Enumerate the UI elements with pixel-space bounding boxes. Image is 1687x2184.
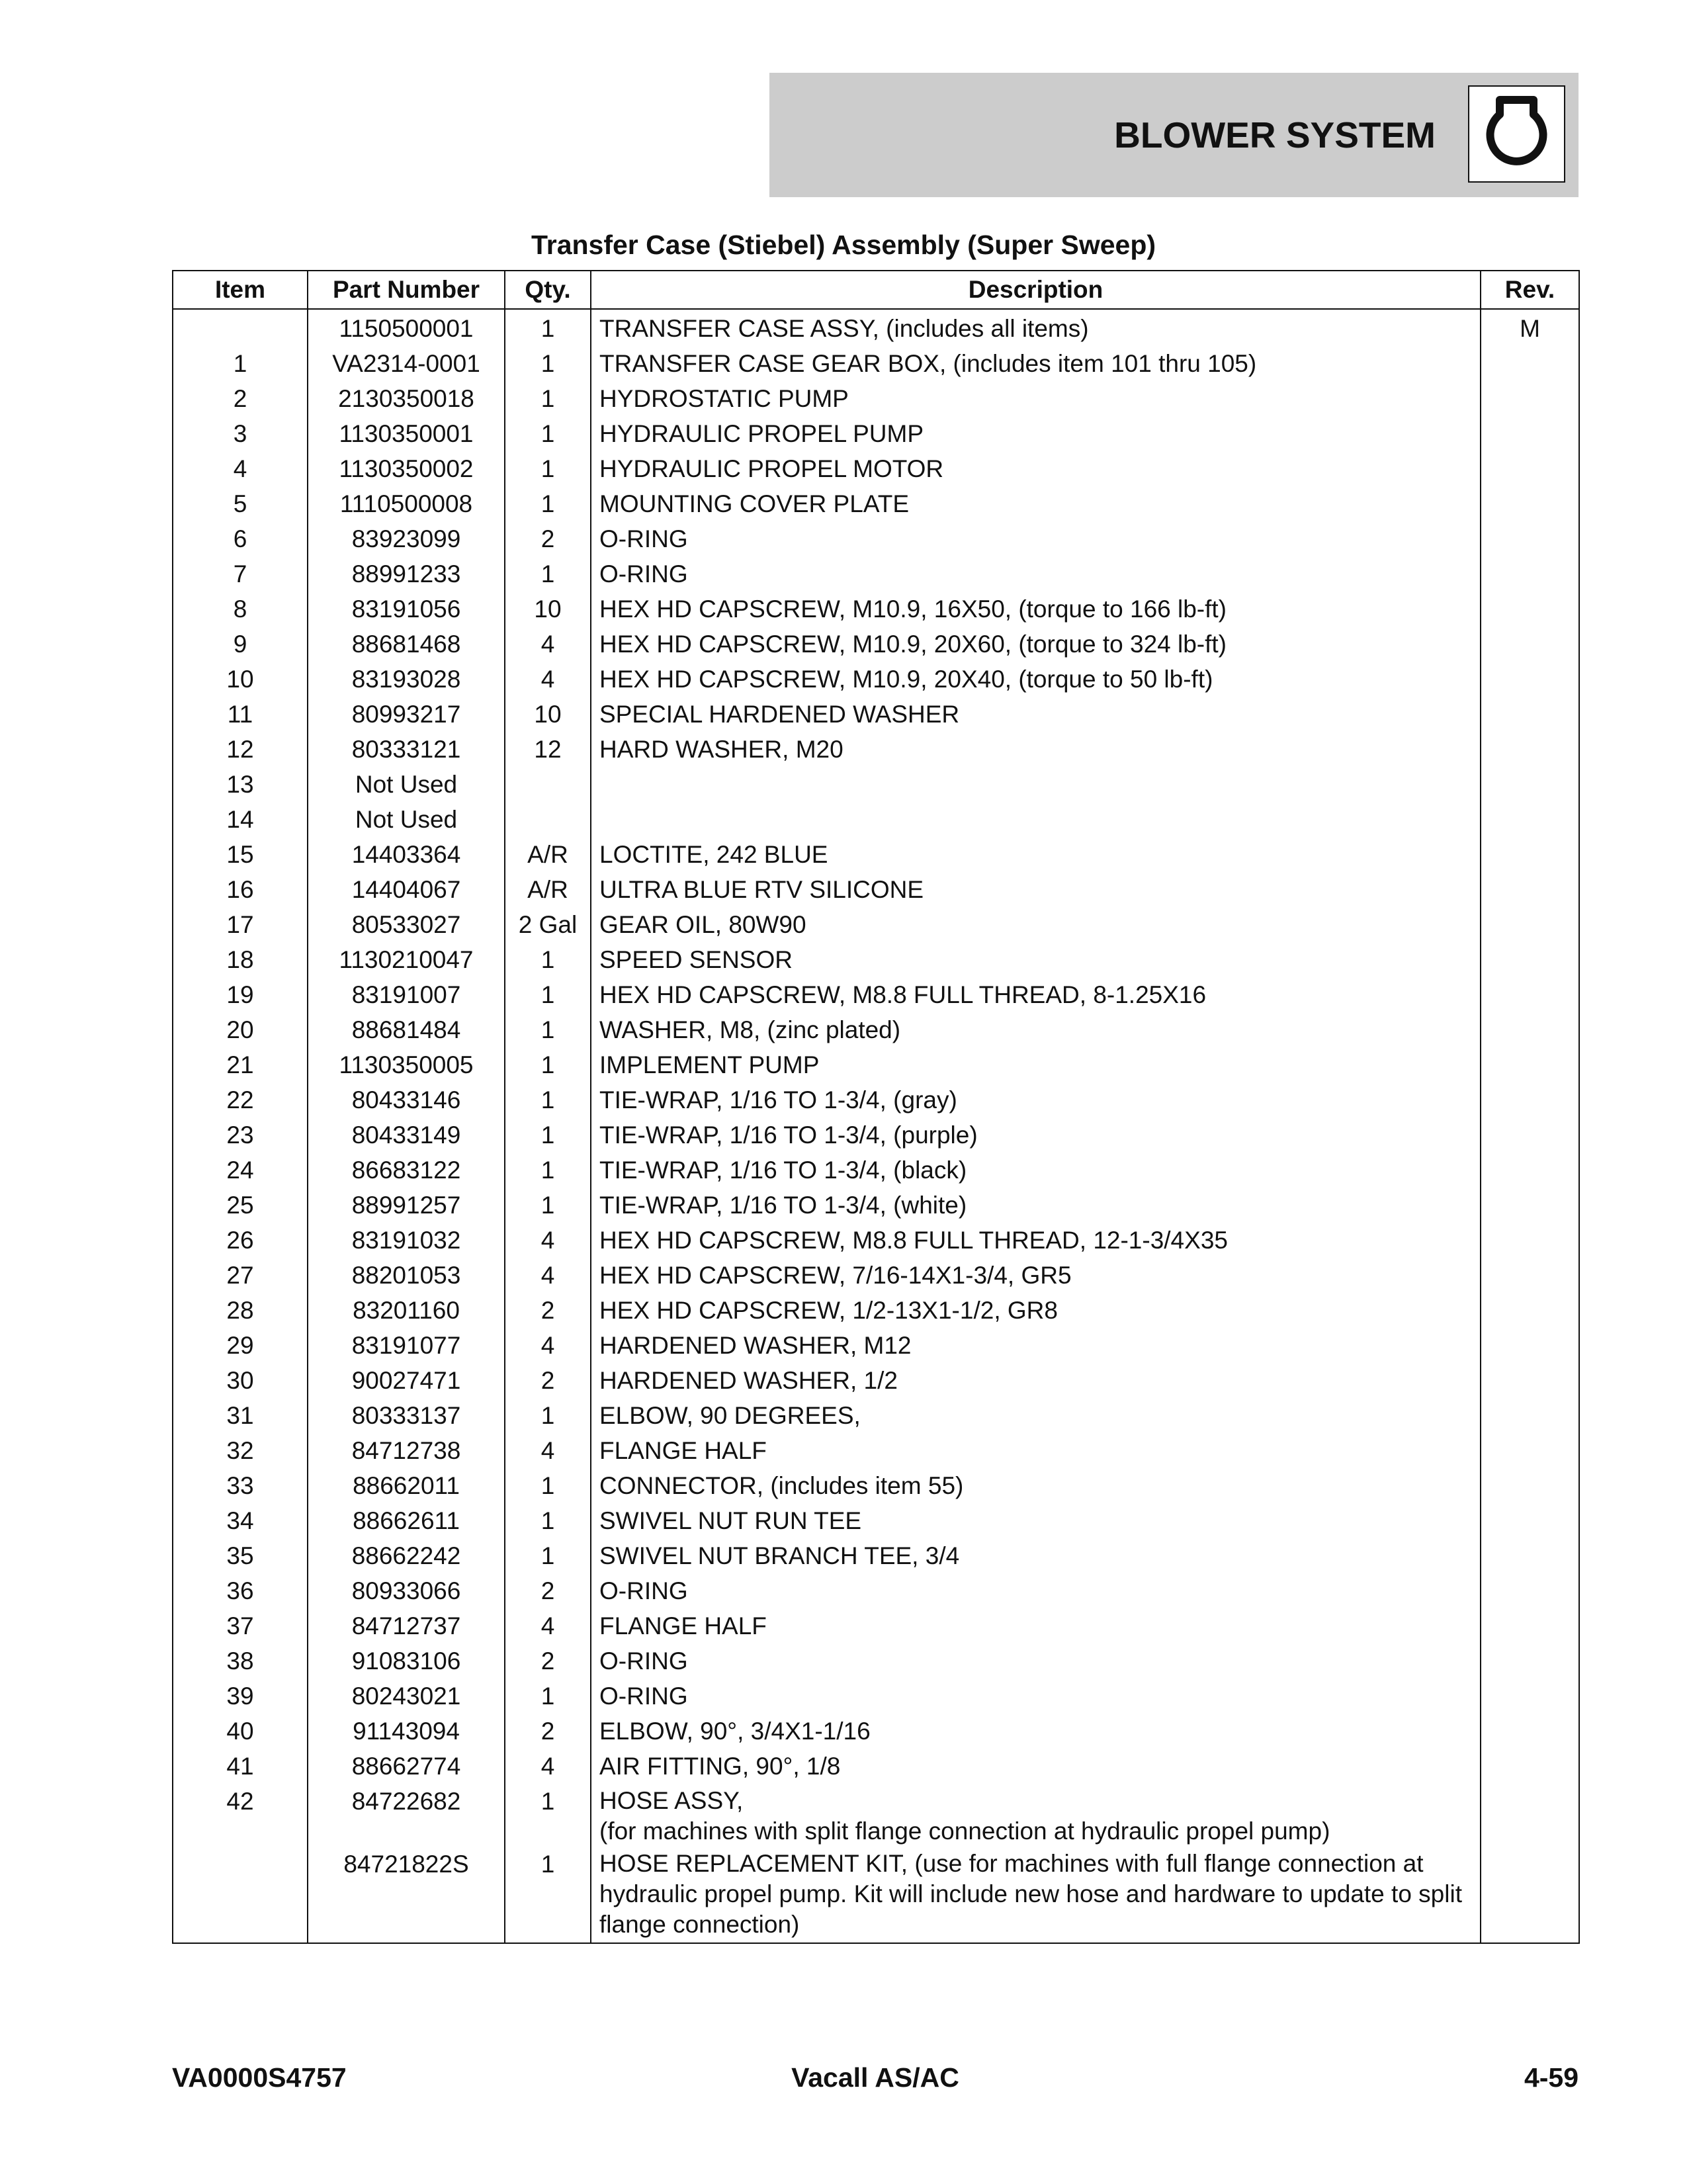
table-row <box>173 1714 1579 1749</box>
cell-part-number: 91083106 <box>308 1643 505 1679</box>
cell-item: 24 <box>173 1153 308 1188</box>
cell-qty: 1 <box>505 1679 591 1714</box>
cell-qty: 2 <box>505 1573 591 1608</box>
cell-qty: 1 <box>505 346 591 381</box>
cell-item: 38 <box>173 1643 308 1679</box>
cell-qty: A/R <box>505 872 591 907</box>
table-row <box>173 451 1579 486</box>
cell-description: ELBOW, 90°, 3/4X1-1/16 <box>591 1714 1481 1749</box>
cell-item: 12 <box>173 732 308 767</box>
cell-rev <box>1481 802 1579 837</box>
cell-part-number: 88681484 <box>308 1012 505 1047</box>
table-row <box>173 977 1579 1012</box>
column-header-item: Item <box>173 271 308 309</box>
cell-qty: 1 <box>505 1847 591 1943</box>
cell-item: 30 <box>173 1363 308 1398</box>
cell-rev <box>1481 697 1579 732</box>
cell-rev <box>1481 662 1579 697</box>
table-row <box>173 486 1579 521</box>
cell-rev <box>1481 1573 1579 1608</box>
table-header-row <box>173 271 1579 309</box>
cell-part-number: 90027471 <box>308 1363 505 1398</box>
table-row <box>173 1608 1579 1643</box>
cell-qty: 2 <box>505 521 591 556</box>
cell-description: HARDENED WASHER, M12 <box>591 1328 1481 1363</box>
cell-part-number: 84721822S <box>308 1847 505 1943</box>
cell-part-number: 83193028 <box>308 662 505 697</box>
cell-description: SPEED SENSOR <box>591 942 1481 977</box>
cell-item: 25 <box>173 1188 308 1223</box>
table-row <box>173 907 1579 942</box>
cell-rev <box>1481 977 1579 1012</box>
cell-qty <box>505 767 591 802</box>
cell-rev <box>1481 486 1579 521</box>
cell-item <box>173 1847 308 1943</box>
table-row <box>173 1293 1579 1328</box>
cell-part-number: 80433146 <box>308 1082 505 1117</box>
cell-item: 34 <box>173 1503 308 1538</box>
page-footer <box>172 2062 1579 2099</box>
description-line-1: HOSE ASSY, <box>599 1787 744 1814</box>
table-row <box>173 627 1579 662</box>
cell-qty: 1 <box>505 1538 591 1573</box>
cell-description: HYDROSTATIC PUMP <box>591 381 1481 416</box>
document-number: VA0000S4757 <box>172 2062 347 2093</box>
description-text: HOSE REPLACEMENT KIT, (use for machines with full flange connection at hydraulic propel pump. Kit will include new hose and hardware to update to split flange connection) <box>599 1850 1462 1938</box>
table-row <box>173 1433 1579 1468</box>
cell-item <box>173 309 308 346</box>
table-row <box>173 837 1579 872</box>
cell-rev <box>1481 1258 1579 1293</box>
cell-rev <box>1481 1398 1579 1433</box>
cell-qty: 1 <box>505 1012 591 1047</box>
cell-qty: 4 <box>505 1223 591 1258</box>
cell-qty: 1 <box>505 977 591 1012</box>
table-row <box>173 1643 1579 1679</box>
cell-item: 8 <box>173 591 308 627</box>
cell-description <box>591 767 1481 802</box>
cell-rev <box>1481 1714 1579 1749</box>
cell-part-number: 88662774 <box>308 1749 505 1784</box>
cell-part-number: 2130350018 <box>308 381 505 416</box>
cell-qty: 1 <box>505 1117 591 1153</box>
cell-part-number: 83191007 <box>308 977 505 1012</box>
cell-qty: 1 <box>505 486 591 521</box>
cell-rev <box>1481 1608 1579 1643</box>
cell-item: 1 <box>173 346 308 381</box>
cell-description: TIE-WRAP, 1/16 TO 1-3/4, (gray) <box>591 1082 1481 1117</box>
table-row <box>173 1328 1579 1363</box>
cell-description: HEX HD CAPSCREW, M10.9, 20X60, (torque to 324 lb-ft) <box>591 627 1481 662</box>
cell-rev <box>1481 1047 1579 1082</box>
blower-symbol-icon <box>1468 85 1565 183</box>
cell-item: 40 <box>173 1714 308 1749</box>
cell-item: 36 <box>173 1573 308 1608</box>
cell-part-number: 1150500001 <box>308 309 505 346</box>
cell-qty: 1 <box>505 309 591 346</box>
table-row <box>173 1538 1579 1573</box>
cell-description: GEAR OIL, 80W90 <box>591 907 1481 942</box>
cell-description: HEX HD CAPSCREW, M8.8 FULL THREAD, 8-1.25X16 <box>591 977 1481 1012</box>
cell-rev <box>1481 1538 1579 1573</box>
table-row <box>173 416 1579 451</box>
cell-rev <box>1481 1012 1579 1047</box>
cell-part-number: 80933066 <box>308 1573 505 1608</box>
cell-item: 2 <box>173 381 308 416</box>
cell-qty: 2 <box>505 1293 591 1328</box>
cell-rev <box>1481 346 1579 381</box>
cell-rev <box>1481 907 1579 942</box>
cell-rev <box>1481 556 1579 591</box>
table-row <box>173 309 1579 346</box>
cell-rev: M <box>1481 309 1579 346</box>
cell-description: SWIVEL NUT BRANCH TEE, 3/4 <box>591 1538 1481 1573</box>
cell-item: 16 <box>173 872 308 907</box>
table-row <box>173 1188 1579 1223</box>
cell-part-number: 88201053 <box>308 1258 505 1293</box>
cell-rev <box>1481 1153 1579 1188</box>
cell-qty: 1 <box>505 1153 591 1188</box>
cell-qty: 1 <box>505 1188 591 1223</box>
cell-rev <box>1481 1188 1579 1223</box>
cell-description <box>591 802 1481 837</box>
cell-rev <box>1481 627 1579 662</box>
cell-description: MOUNTING COVER PLATE <box>591 486 1481 521</box>
cell-item: 6 <box>173 521 308 556</box>
cell-rev <box>1481 1293 1579 1328</box>
cell-description: HEX HD CAPSCREW, M10.9, 16X50, (torque to 166 lb-ft) <box>591 591 1481 627</box>
cell-part-number: 88662242 <box>308 1538 505 1573</box>
table-row <box>173 942 1579 977</box>
cell-description: TRANSFER CASE ASSY, (includes all items) <box>591 309 1481 346</box>
table-row <box>173 662 1579 697</box>
cell-part-number: 83923099 <box>308 521 505 556</box>
cell-part-number: 14404067 <box>308 872 505 907</box>
cell-description: HARD WASHER, M20 <box>591 732 1481 767</box>
cell-part-number: 83191032 <box>308 1223 505 1258</box>
cell-description: HYDRAULIC PROPEL MOTOR <box>591 451 1481 486</box>
cell-qty: 1 <box>505 416 591 451</box>
cell-item: 31 <box>173 1398 308 1433</box>
cell-part-number: 88662011 <box>308 1468 505 1503</box>
cell-description: HARDENED WASHER, 1/2 <box>591 1363 1481 1398</box>
section-header <box>769 73 1579 197</box>
cell-item: 4 <box>173 451 308 486</box>
cell-rev <box>1481 1643 1579 1679</box>
cell-item: 14 <box>173 802 308 837</box>
cell-item: 19 <box>173 977 308 1012</box>
cell-rev <box>1481 1223 1579 1258</box>
cell-item: 11 <box>173 697 308 732</box>
cell-qty: 4 <box>505 1328 591 1363</box>
cell-item: 33 <box>173 1468 308 1503</box>
table-row-42 <box>173 1784 1579 1847</box>
cell-rev <box>1481 942 1579 977</box>
cell-description: ULTRA BLUE RTV SILICONE <box>591 872 1481 907</box>
cell-description <box>591 1784 1481 1847</box>
cell-part-number: 80433149 <box>308 1117 505 1153</box>
cell-item: 28 <box>173 1293 308 1328</box>
column-header-rev: Rev. <box>1481 271 1579 309</box>
cell-description: TIE-WRAP, 1/16 TO 1-3/4, (purple) <box>591 1117 1481 1153</box>
column-header-description: Description <box>591 271 1481 309</box>
cell-rev <box>1481 1117 1579 1153</box>
cell-qty: 10 <box>505 591 591 627</box>
cell-rev <box>1481 1328 1579 1363</box>
cell-qty: 1 <box>505 556 591 591</box>
cell-rev <box>1481 872 1579 907</box>
cell-part-number: 84712738 <box>308 1433 505 1468</box>
cell-item: 37 <box>173 1608 308 1643</box>
cell-rev <box>1481 1433 1579 1468</box>
cell-part-number: 86683122 <box>308 1153 505 1188</box>
cell-rev <box>1481 767 1579 802</box>
cell-rev <box>1481 1468 1579 1503</box>
cell-item: 10 <box>173 662 308 697</box>
cell-rev <box>1481 1679 1579 1714</box>
cell-item: 27 <box>173 1258 308 1293</box>
cell-qty: 10 <box>505 697 591 732</box>
table-row <box>173 1153 1579 1188</box>
cell-description: HYDRAULIC PROPEL PUMP <box>591 416 1481 451</box>
cell-description: HEX HD CAPSCREW, 7/16-14X1-3/4, GR5 <box>591 1258 1481 1293</box>
cell-qty: 1 <box>505 1784 591 1847</box>
cell-part-number: 84722682 <box>308 1784 505 1847</box>
cell-item: 26 <box>173 1223 308 1258</box>
cell-part-number: 83191056 <box>308 591 505 627</box>
cell-part-number: 1130350002 <box>308 451 505 486</box>
table-row <box>173 1503 1579 1538</box>
table-row <box>173 591 1579 627</box>
cell-description: CONNECTOR, (includes item 55) <box>591 1468 1481 1503</box>
cell-part-number: 88681468 <box>308 627 505 662</box>
column-header-part-number: Part Number <box>308 271 505 309</box>
page-number: 4-59 <box>1524 2062 1579 2093</box>
cell-qty: 1 <box>505 1503 591 1538</box>
cell-qty: 4 <box>505 662 591 697</box>
cell-description: HEX HD CAPSCREW, 1/2-13X1-1/2, GR8 <box>591 1293 1481 1328</box>
cell-item: 39 <box>173 1679 308 1714</box>
table-row <box>173 521 1579 556</box>
cell-part-number: 83201160 <box>308 1293 505 1328</box>
table-row <box>173 872 1579 907</box>
cell-qty: 1 <box>505 1398 591 1433</box>
table-row <box>173 1223 1579 1258</box>
cell-item: 13 <box>173 767 308 802</box>
table-row <box>173 1679 1579 1714</box>
section-title: BLOWER SYSTEM <box>1114 114 1436 155</box>
table-row <box>173 1573 1579 1608</box>
cell-rev <box>1481 591 1579 627</box>
cell-description: HEX HD CAPSCREW, M8.8 FULL THREAD, 12-1-3/4X35 <box>591 1223 1481 1258</box>
cell-part-number: Not Used <box>308 802 505 837</box>
cell-part-number: VA2314-0001 <box>308 346 505 381</box>
cell-qty: 12 <box>505 732 591 767</box>
cell-description: SPECIAL HARDENED WASHER <box>591 697 1481 732</box>
cell-item: 32 <box>173 1433 308 1468</box>
table-row <box>173 381 1579 416</box>
cell-qty: 4 <box>505 1258 591 1293</box>
parts-table <box>172 270 1580 1944</box>
cell-description: ELBOW, 90 DEGREES, <box>591 1398 1481 1433</box>
table-row <box>173 1363 1579 1398</box>
cell-qty: 1 <box>505 451 591 486</box>
cell-rev <box>1481 381 1579 416</box>
cell-description: IMPLEMENT PUMP <box>591 1047 1481 1082</box>
cell-qty: 1 <box>505 1082 591 1117</box>
cell-item: 22 <box>173 1082 308 1117</box>
cell-part-number: 88991257 <box>308 1188 505 1223</box>
cell-description: FLANGE HALF <box>591 1433 1481 1468</box>
cell-qty: 1 <box>505 1468 591 1503</box>
cell-item: 23 <box>173 1117 308 1153</box>
cell-rev <box>1481 451 1579 486</box>
table-row-kit <box>173 1847 1579 1943</box>
cell-item: 41 <box>173 1749 308 1784</box>
cell-part-number: 80533027 <box>308 907 505 942</box>
cell-part-number: 80993217 <box>308 697 505 732</box>
cell-part-number: 1130350005 <box>308 1047 505 1082</box>
cell-rev <box>1481 1503 1579 1538</box>
cell-description: TRANSFER CASE GEAR BOX, (includes item 101 thru 105) <box>591 346 1481 381</box>
cell-part-number: Not Used <box>308 767 505 802</box>
cell-qty: 1 <box>505 942 591 977</box>
cell-description: LOCTITE, 242 BLUE <box>591 837 1481 872</box>
cell-rev <box>1481 732 1579 767</box>
cell-rev <box>1481 1847 1579 1943</box>
table-row <box>173 346 1579 381</box>
cell-rev <box>1481 1749 1579 1784</box>
cell-rev <box>1481 416 1579 451</box>
cell-qty: A/R <box>505 837 591 872</box>
cell-description: WASHER, M8, (zinc plated) <box>591 1012 1481 1047</box>
cell-item: 35 <box>173 1538 308 1573</box>
cell-part-number: 1130210047 <box>308 942 505 977</box>
table-row <box>173 1047 1579 1082</box>
cell-description: O-RING <box>591 556 1481 591</box>
cell-part-number: 14403364 <box>308 837 505 872</box>
cell-description: O-RING <box>591 521 1481 556</box>
cell-item: 29 <box>173 1328 308 1363</box>
cell-item: 7 <box>173 556 308 591</box>
cell-qty: 4 <box>505 1749 591 1784</box>
cell-rev <box>1481 521 1579 556</box>
table-row <box>173 1468 1579 1503</box>
table-row <box>173 1117 1579 1153</box>
cell-part-number: 80333137 <box>308 1398 505 1433</box>
table-row <box>173 556 1579 591</box>
column-header-qty: Qty. <box>505 271 591 309</box>
cell-item: 42 <box>173 1784 308 1847</box>
cell-item: 3 <box>173 416 308 451</box>
cell-part-number: 1110500008 <box>308 486 505 521</box>
cell-qty: 2 <box>505 1714 591 1749</box>
table-row <box>173 1749 1579 1784</box>
cell-qty: 4 <box>505 627 591 662</box>
cell-description: O-RING <box>591 1573 1481 1608</box>
cell-qty <box>505 802 591 837</box>
cell-rev <box>1481 837 1579 872</box>
product-name: Vacall AS/AC <box>791 2062 959 2093</box>
cell-qty: 4 <box>505 1608 591 1643</box>
cell-part-number: 84712737 <box>308 1608 505 1643</box>
description-line-2: (for machines with split flange connection at hydraulic propel pump) <box>599 1817 1330 1845</box>
table-row <box>173 1258 1579 1293</box>
table-row <box>173 1082 1579 1117</box>
cell-part-number: 80243021 <box>308 1679 505 1714</box>
cell-item: 17 <box>173 907 308 942</box>
cell-rev <box>1481 1363 1579 1398</box>
cell-item: 21 <box>173 1047 308 1082</box>
cell-qty: 2 <box>505 1363 591 1398</box>
cell-item: 5 <box>173 486 308 521</box>
cell-description: TIE-WRAP, 1/16 TO 1-3/4, (white) <box>591 1188 1481 1223</box>
cell-description: O-RING <box>591 1643 1481 1679</box>
cell-item: 20 <box>173 1012 308 1047</box>
table-row <box>173 697 1579 732</box>
cell-description: TIE-WRAP, 1/16 TO 1-3/4, (black) <box>591 1153 1481 1188</box>
cell-rev <box>1481 1784 1579 1847</box>
table-row <box>173 767 1579 802</box>
cell-part-number: 91143094 <box>308 1714 505 1749</box>
cell-part-number: 88991233 <box>308 556 505 591</box>
cell-description: FLANGE HALF <box>591 1608 1481 1643</box>
table-row <box>173 732 1579 767</box>
cell-part-number: 80333121 <box>308 732 505 767</box>
cell-description: AIR FITTING, 90°, 1/8 <box>591 1749 1481 1784</box>
cell-qty: 2 Gal <box>505 907 591 942</box>
table-row <box>173 1398 1579 1433</box>
cell-description: HEX HD CAPSCREW, M10.9, 20X40, (torque to 50 lb-ft) <box>591 662 1481 697</box>
cell-description: SWIVEL NUT RUN TEE <box>591 1503 1481 1538</box>
cell-part-number: 83191077 <box>308 1328 505 1363</box>
cell-part-number: 1130350001 <box>308 416 505 451</box>
cell-qty: 1 <box>505 1047 591 1082</box>
cell-item: 15 <box>173 837 308 872</box>
cell-qty: 4 <box>505 1433 591 1468</box>
cell-part-number: 88662611 <box>308 1503 505 1538</box>
table-row <box>173 1012 1579 1047</box>
cell-description <box>591 1847 1481 1943</box>
cell-item: 18 <box>173 942 308 977</box>
table-title: Transfer Case (Stiebel) Assembly (Super Sweep) <box>531 230 1156 260</box>
table-row <box>173 802 1579 837</box>
cell-rev <box>1481 1082 1579 1117</box>
cell-qty: 1 <box>505 381 591 416</box>
cell-item: 9 <box>173 627 308 662</box>
cell-description: O-RING <box>591 1679 1481 1714</box>
cell-qty: 2 <box>505 1643 591 1679</box>
